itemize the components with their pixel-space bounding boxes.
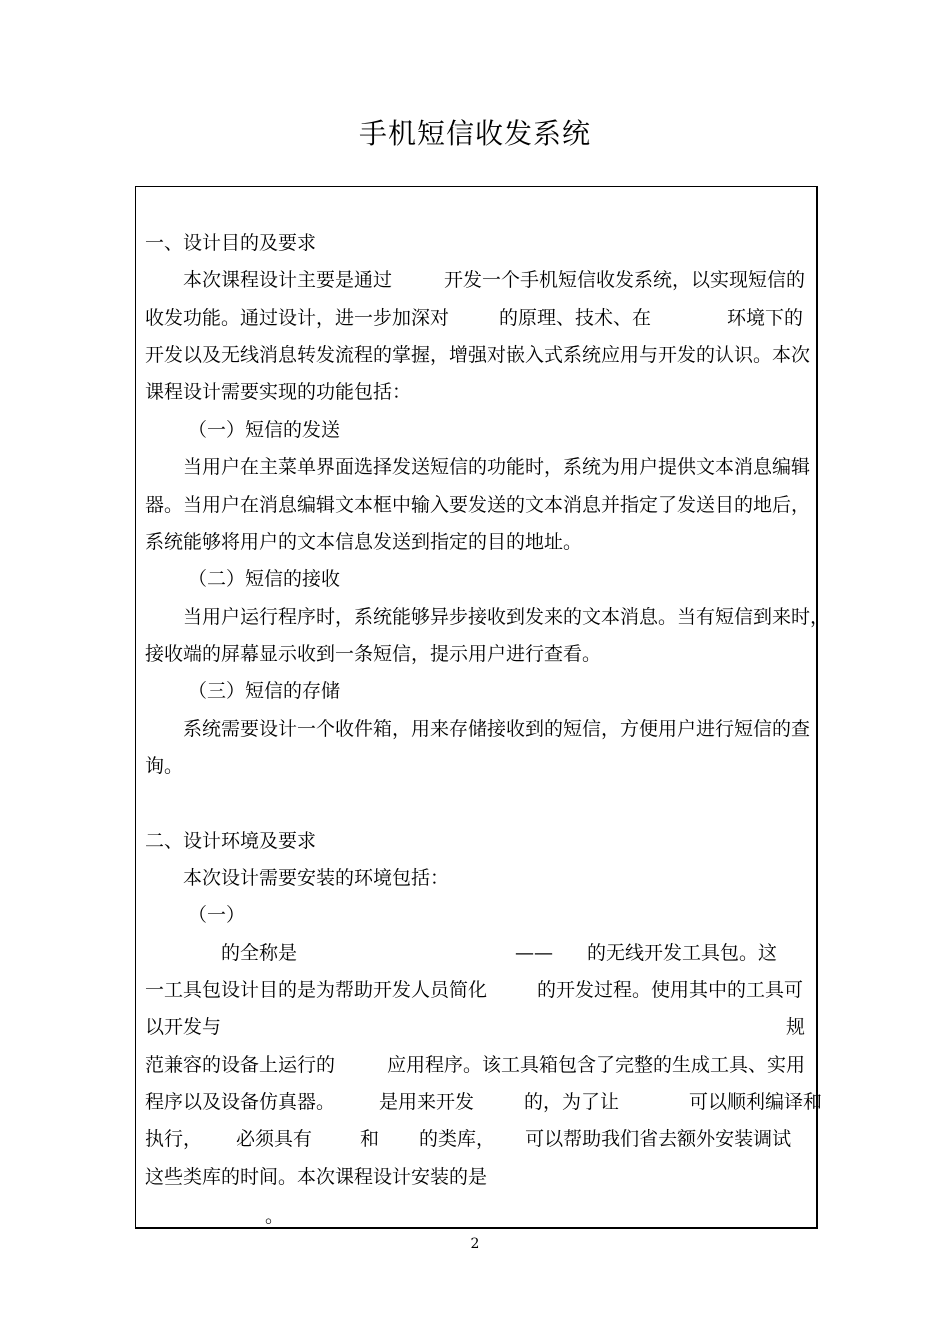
- text-run: 的类库，: [419, 1128, 496, 1150]
- text-run: 程序以及设备仿真器。: [145, 1091, 336, 1113]
- section1-p3: 开发以及无线消息转发流程的掌握，增强对嵌入式系统应用与开发的认识。本次: [145, 344, 811, 366]
- text-run: 开发一个手机短信收发系统，以实现短信的: [444, 269, 806, 291]
- env-line2: [145, 979, 803, 1001]
- page-title: 手机短信收发系统: [358, 117, 591, 150]
- receive-line2: 接收端的屏幕显示收到一条短信，提示用户进行查看。: [145, 643, 602, 665]
- env-line5: [145, 1091, 822, 1113]
- env-line4: [145, 1054, 805, 1076]
- env-line8: 。: [265, 1205, 285, 1227]
- text-run: 必须具有: [236, 1128, 313, 1150]
- text-run: 本次课程设计主要是通过: [183, 269, 393, 291]
- text-run: ——: [515, 942, 554, 964]
- text-run: 的原理、技术、在: [499, 307, 652, 329]
- text-run: 环境下的: [727, 307, 804, 329]
- text-run: 收发功能。通过设计，进一步加深对: [145, 307, 450, 329]
- text-run: 的全称是: [221, 942, 298, 964]
- section1-heading: 一、设计目的及要求: [145, 232, 317, 254]
- text-run: 的，为了让: [524, 1091, 620, 1113]
- section2-intro: 本次设计需要安装的环境包括：: [183, 867, 450, 889]
- section1-p2: [145, 307, 803, 329]
- env-line1: [145, 942, 777, 964]
- section2-sub1: （一）: [188, 904, 246, 926]
- text-run: 的开发过程。使用其中的工具可: [537, 979, 804, 1001]
- subheading-receive: （二）短信的接收: [188, 568, 341, 590]
- env-line6: [145, 1128, 791, 1150]
- send-line3: 系统能够将用户的文本信息发送到指定的目的地址。: [145, 531, 583, 553]
- text-run: 规: [785, 1016, 805, 1038]
- store-line1: 系统需要设计一个收件箱，用来存储接收到的短信，方便用户进行短信的查: [183, 718, 811, 740]
- text-run: 范兼容的设备上运行的: [145, 1054, 336, 1076]
- text-run: 应用程序。该工具箱包含了完整的生成工具、实用: [387, 1054, 806, 1076]
- section1-p1: [183, 269, 805, 291]
- receive-line1: 当用户运行程序时，系统能够异步接收到发来的文本消息。当有短信到来时，: [183, 606, 830, 628]
- text-run: 可以顺利编译和: [689, 1091, 823, 1113]
- text-run: 是用来开发: [379, 1091, 475, 1113]
- store-line2: 询。: [145, 755, 184, 777]
- env-line7: 这些类库的时间。本次课程设计安装的是: [145, 1166, 488, 1188]
- send-line2: 器。当用户在消息编辑文本框中输入要发送的文本消息并指定了发送目的地后，: [145, 494, 811, 516]
- text-run: 可以帮助我们省去额外安装调试: [525, 1128, 792, 1150]
- text-run: 和: [360, 1128, 380, 1150]
- text-run: 执行，: [145, 1128, 203, 1150]
- section2-heading: 二、设计环境及要求: [145, 830, 317, 852]
- page-number: 2: [470, 1236, 480, 1252]
- text-run: 以开发与: [145, 1016, 222, 1038]
- subheading-send: （一）短信的发送: [188, 419, 341, 441]
- subheading-store: （三）短信的存储: [188, 680, 341, 702]
- section1-p4: 课程设计需要实现的功能包括：: [145, 381, 412, 403]
- send-line1: 当用户在主菜单界面选择发送短信的功能时，系统为用户提供文本消息编辑: [183, 456, 811, 478]
- env-line3: [145, 1016, 805, 1038]
- text-run: 的无线开发工具包。这: [587, 942, 778, 964]
- text-run: 一工具包设计目的是为帮助开发人员简化: [145, 979, 488, 1001]
